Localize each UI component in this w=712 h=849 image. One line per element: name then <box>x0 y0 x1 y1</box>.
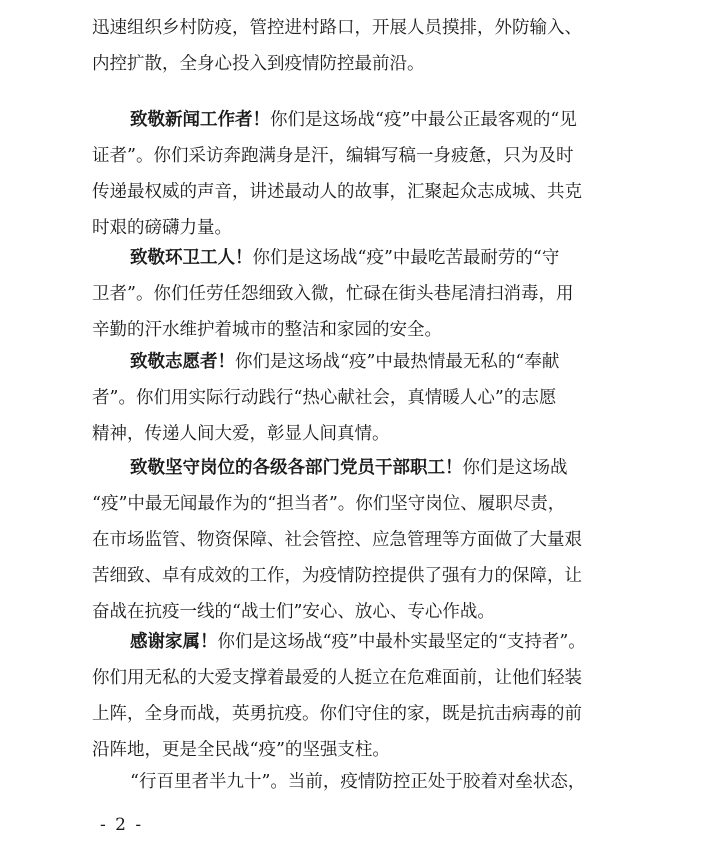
text-line: 辛勤的汗水维护着城市的整洁和家园的安全。 <box>92 320 442 340</box>
paragraph-journalists <box>92 102 582 246</box>
text-line: 卫者”。你们任劳任怨细致入微，忙碌在街头巷尾清扫消毒，用 <box>92 284 574 304</box>
paragraph-intro-continued <box>92 10 582 82</box>
text-line: 沿阵地，更是全民战“疫”的坚强支柱。 <box>92 740 390 760</box>
paragraph-lead: 感谢家属！ <box>130 632 218 652</box>
paragraph-lead: 致敬志愿者！ <box>130 352 235 372</box>
paragraph-families <box>92 624 586 768</box>
text-line: 你们是这场战“疫”中最朴实最坚定的“支持者”。 <box>217 632 586 652</box>
paragraph-cadres <box>92 450 582 630</box>
text-line: 迅速组织乡村防疫，管控进村路口，开展人员摸排，外防输入、 <box>92 18 582 38</box>
text-line: 你们是这场战“疫”中最吃苦最耐劳的“守 <box>252 248 560 268</box>
page-number: - 2 - <box>100 815 144 835</box>
text-line: 内控扩散，全身心投入到疫情防控最前沿。 <box>92 54 425 74</box>
text-line: 奋战在抗疫一线的“战士们”安心、放心、专心作战。 <box>92 602 495 622</box>
text-line: 上阵，全身而战，英勇抗疫。你们守住的家，既是抗击病毒的前 <box>92 704 582 724</box>
paragraph-lead: 致敬新闻工作者！ <box>130 110 270 130</box>
text-line: 你们是这场战“疫”中最热情最无私的“奉献 <box>235 352 560 372</box>
text-line: “行百里者半九十”。当前，疫情防控正处于胶着对垒状态， <box>130 772 586 792</box>
text-line: 你们用无私的大爱支撑着最爱的人挺立在危难面前，让他们轻装 <box>92 668 582 688</box>
text-line: 你们是这场战“疫”中最公正最客观的“见 <box>270 110 577 130</box>
text-line: 在市场监管、物资保障、社会管控、应急管理等方面做了大量艰 <box>92 530 582 550</box>
text-line: 者”。你们用实际行动践行“热心献社会，真情暖人心”的志愿 <box>92 388 557 408</box>
paragraph-lead: 致敬坚守岗位的各级各部门党员干部职工！ <box>130 458 463 478</box>
text-line: 传递最权威的声音，讲述最动人的故事，汇聚起众志成城、共克 <box>92 182 582 202</box>
text-line: 精神，传递人间大爱，彰显人间真情。 <box>92 424 390 444</box>
paragraph-lead: 致敬环卫工人！ <box>130 248 253 268</box>
paragraph-volunteers <box>92 344 559 452</box>
text-line: 苦细致、卓有成效的工作，为疫情防控提供了强有力的保障，让 <box>92 566 582 586</box>
paragraph-sanitation <box>92 240 573 348</box>
paragraph-closing <box>92 764 585 800</box>
text-line: “疫”中最无闻最作为的“担当者”。你们坚守岗位、履职尽责， <box>92 494 566 514</box>
text-line: 时艰的磅礴力量。 <box>92 218 232 238</box>
text-line: 证者”。你们采访奔跑满身是汗，编辑写稿一身疲惫，只为及时 <box>92 146 574 166</box>
text-line: 你们是这场战 <box>462 458 568 478</box>
